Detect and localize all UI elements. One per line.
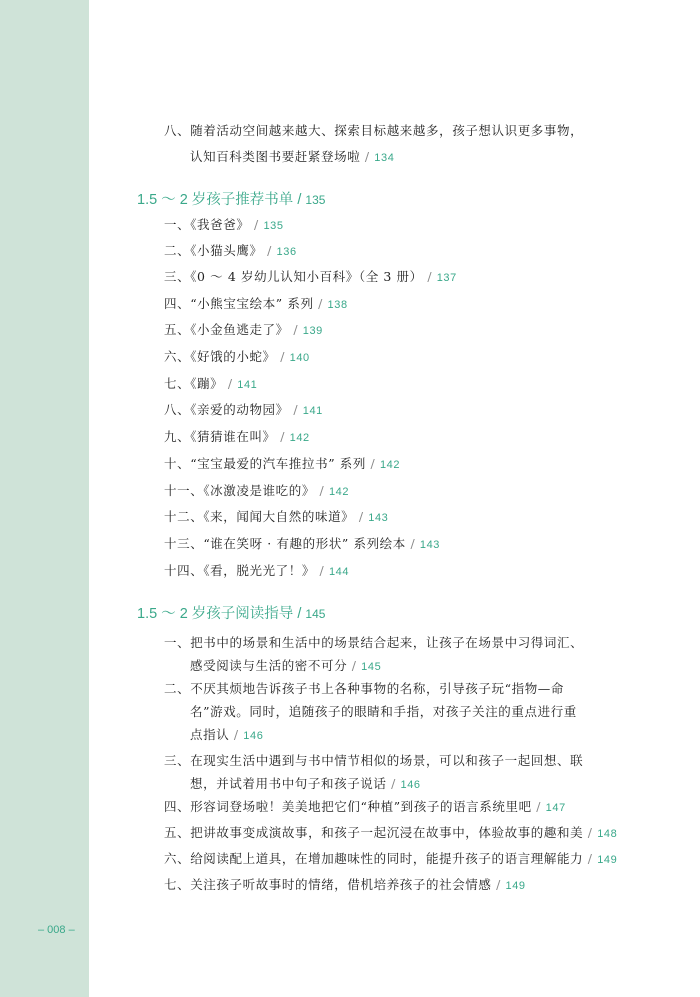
entry-page: 136	[276, 246, 297, 258]
entry-text: 《好饿的小蛇》	[190, 349, 276, 364]
entry-text: 《冰激凌是谁吃的》	[203, 483, 315, 498]
section-page: 135	[305, 193, 326, 207]
entry-marker: 三、	[164, 269, 191, 284]
entry-marker: 四、	[164, 799, 191, 814]
entry-page: 141	[237, 379, 258, 391]
entry-page: 135	[263, 220, 284, 232]
section-heading-reading-guide[interactable]: 1.5 ～ 2 岁孩子阅读指导 / 145	[137, 606, 326, 622]
entry-text: 《看，脱光光了！》	[203, 563, 315, 578]
book-list-item[interactable]: 九、《猜猜谁在叫》 / 142	[164, 429, 310, 444]
entry-marker: 七、	[164, 376, 191, 391]
section-heading-book-list[interactable]: 1.5 ～ 2 岁孩子推荐书单 / 135	[137, 192, 326, 208]
entry-marker: 十、	[164, 456, 191, 471]
entry-marker: 六、	[164, 349, 191, 364]
entry-marker: 三、	[164, 753, 191, 768]
entry-marker: 六、	[164, 851, 191, 866]
book-list-item[interactable]: 十一、《冰激凌是谁吃的》 / 142	[164, 483, 350, 498]
entry-marker: 一、	[164, 635, 191, 650]
entry-page: 145	[361, 661, 382, 673]
reading-guide-item-cont: 感受阅读与生活的密不可分 / 145	[190, 658, 382, 673]
entry-page: 143	[419, 539, 441, 551]
section-title: 1.5 ～ 2 岁孩子阅读指导	[137, 606, 294, 622]
entry-page: 137	[436, 272, 457, 284]
book-list-item[interactable]: 一、《我爸爸》 / 135	[164, 217, 284, 232]
entry-marker: 十二、	[164, 509, 204, 524]
section-page: 145	[305, 607, 326, 621]
reading-guide-item-cont: 想，并试着用书中句子和孩子说话 / 146	[190, 776, 421, 791]
entry-marker: 八、	[164, 123, 191, 138]
entry-page: 149	[597, 854, 618, 866]
book-list-item[interactable]: 十、“宝宝最爱的汽车推拉书” 系列 / 142	[164, 456, 401, 471]
reading-guide-item[interactable]: 六、给阅读配上道具，在增加趣味性的同时，能提升孩子的语言理解能力 / 149	[164, 846, 617, 873]
reading-guide-item[interactable]: 七、关注孩子听故事时的情绪，借机培养孩子的社会情感 / 149	[164, 872, 526, 899]
entry-text: 把书中的场景和生活中的场景结合起来，让孩子在场景中习得词汇、	[190, 635, 584, 650]
entry-marker: 二、	[164, 681, 191, 696]
book-list-item[interactable]: 四、“小熊宝宝绘本” 系列 / 138	[164, 296, 348, 311]
book-list-item[interactable]: 十三、“谁在笑呀 · 有趣的形状” 系列绘本 / 143	[164, 536, 441, 551]
entry-page: 146	[400, 779, 421, 791]
entry-text: 给阅读配上道具，在增加趣味性的同时，能提升孩子的语言理解能力	[190, 851, 584, 866]
page-number: – 008 –	[38, 924, 75, 936]
section-title: 1.5 ～ 2 岁孩子推荐书单	[137, 192, 294, 208]
entry-text: 名”游戏。同时，追随孩子的眼睛和手指，对孩子关注的重点进行重	[190, 704, 577, 719]
entry-marker: 十四、	[164, 563, 204, 578]
entry-page: 144	[328, 566, 350, 578]
book-list-item[interactable]: 八、《亲爱的动物园》 / 141	[164, 402, 323, 417]
book-list-item[interactable]: 二、《小猫头鹰》 / 136	[164, 243, 297, 258]
entry-page: 142	[379, 459, 401, 471]
entry-text: 《来，闻闻大自然的味道》	[203, 509, 355, 524]
entry-text: 感受阅读与生活的密不可分	[190, 658, 348, 673]
book-list-item[interactable]: 三、《0 ～ 4 岁幼儿认知小百科》（全 3 册） / 137	[164, 269, 457, 284]
entry-text-line2: 认知百科类图书要赶紧登场啦	[190, 149, 361, 164]
entry-text-line1: 随着活动空间越来越大、探索目标越来越多，孩子想认识更多事物，	[190, 123, 584, 138]
entry-page: 149	[505, 880, 526, 892]
entry-text: 形容词登场啦！美美地把它们“种植”到孩子的语言系统里吧	[190, 799, 532, 814]
entry-text: 想，并试着用书中句子和孩子说话	[190, 776, 387, 791]
entry-marker: 五、	[164, 825, 191, 840]
entry-marker: 十三、	[164, 536, 204, 551]
book-list-item[interactable]: 十四、《看，脱光光了！》 / 144	[164, 563, 350, 578]
entry-text: 《0 ～ 4 岁幼儿认知小百科》（全 3 册）	[190, 269, 423, 284]
entry-marker: 四、	[164, 296, 191, 311]
entry-text: 不厌其烦地告诉孩子书上各种事物的名称，引导孩子玩“指物—命	[190, 681, 564, 696]
side-band	[0, 0, 89, 997]
entry-page: 139	[302, 325, 323, 337]
entry-text: 《亲爱的动物园》	[190, 402, 289, 417]
toc-entry-intro-cont: 认知百科类图书要赶紧登场啦 / 134	[190, 149, 395, 164]
entry-text: 点指认	[190, 727, 230, 742]
book-list-item[interactable]: 七、《蹦》 / 141	[164, 376, 258, 391]
book-list-item[interactable]: 十二、《来，闻闻大自然的味道》 / 143	[164, 509, 389, 524]
entry-text: 把讲故事变成演故事，和孩子一起沉浸在故事中，体验故事的趣和美	[190, 825, 584, 840]
entry-text: 《猜猜谁在叫》	[190, 429, 276, 444]
entry-text: 《小猫头鹰》	[190, 243, 263, 258]
entry-page: 140	[289, 352, 310, 364]
entry-page: 138	[327, 299, 348, 311]
entry-text: “谁在笑呀 · 有趣的形状” 系列绘本	[203, 536, 406, 551]
entry-page: 141	[302, 405, 323, 417]
entry-marker: 八、	[164, 402, 191, 417]
entry-text: 《蹦》	[190, 376, 224, 391]
entry-text: 《我爸爸》	[190, 217, 250, 232]
book-list-item[interactable]: 五、《小金鱼逃走了》 / 139	[164, 322, 323, 337]
entry-marker: 一、	[164, 217, 191, 232]
entry-page: 147	[545, 802, 566, 814]
entry-page: 142	[289, 432, 310, 444]
entry-text: 《小金鱼逃走了》	[190, 322, 289, 337]
entry-marker: 九、	[164, 429, 191, 444]
reading-guide-item[interactable]: 五、把讲故事变成演故事，和孩子一起沉浸在故事中，体验故事的趣和美 / 148	[164, 820, 617, 847]
entry-marker: 五、	[164, 322, 191, 337]
entry-text: “小熊宝宝绘本” 系列	[190, 296, 314, 311]
reading-guide-item[interactable]: 四、形容词登场啦！美美地把它们“种植”到孩子的语言系统里吧 / 147	[164, 794, 566, 821]
entry-page: 146	[243, 730, 264, 742]
entry-text: 关注孩子听故事时的情绪，借机培养孩子的社会情感	[190, 877, 492, 892]
entry-page: 142	[328, 486, 350, 498]
entry-page: 134	[374, 152, 395, 164]
entry-page: 143	[368, 512, 389, 524]
entry-marker: 十一、	[164, 483, 204, 498]
entry-marker: 二、	[164, 243, 191, 258]
entry-marker: 七、	[164, 877, 191, 892]
reading-guide-item-cont: 点指认 / 146	[190, 727, 264, 742]
book-list-item[interactable]: 六、《好饿的小蛇》 / 140	[164, 349, 310, 364]
entry-page: 148	[597, 828, 618, 840]
entry-text: 在现实生活中遇到与书中情节相似的场景，可以和孩子一起回想、联	[190, 753, 584, 768]
toc-entry-intro[interactable]	[164, 118, 583, 144]
entry-text: “宝宝最爱的汽车推拉书” 系列	[190, 456, 366, 471]
